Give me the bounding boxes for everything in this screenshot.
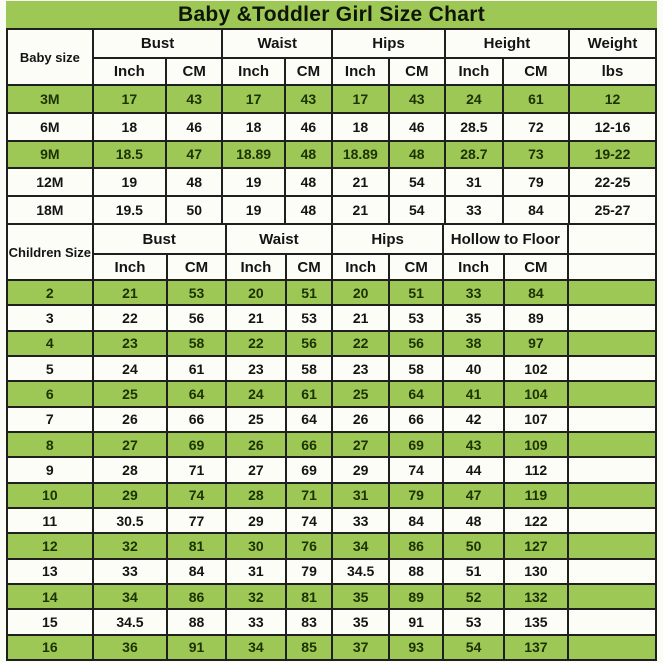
value-cell: 43 (166, 85, 222, 113)
table-row (7, 559, 656, 584)
value-cell: 107 (504, 407, 568, 432)
group-header-hips: Hips (332, 29, 445, 58)
value-cell: 58 (286, 356, 332, 381)
value-cell: 102 (504, 356, 568, 381)
value-cell: 74 (286, 508, 332, 533)
value-cell: 46 (389, 113, 445, 141)
value-cell: 31 (332, 483, 389, 508)
value-cell: 33 (226, 609, 286, 634)
size-cell: 14 (7, 584, 93, 609)
value-cell: 30 (226, 533, 286, 558)
size-cell: 7 (7, 407, 93, 432)
value-cell: 26 (93, 407, 168, 432)
value-cell: 34 (93, 584, 168, 609)
empty-cell (568, 533, 656, 558)
value-cell: 28.5 (445, 113, 503, 141)
value-cell: 112 (504, 457, 568, 482)
empty-cell (568, 432, 656, 457)
table-row (7, 381, 656, 406)
empty-cell (568, 559, 656, 584)
group-header-waist: Waist (222, 29, 332, 58)
value-cell: 53 (286, 305, 332, 330)
value-cell: 48 (285, 141, 332, 169)
size-cell: 18M (7, 196, 93, 224)
value-cell: 38 (443, 331, 504, 356)
size-cell: 12 (7, 533, 93, 558)
value-cell: 64 (389, 381, 443, 406)
value-cell: 42 (443, 407, 504, 432)
value-cell: 97 (504, 331, 568, 356)
table-row (7, 196, 656, 224)
sub-header-waist-cm: CM (286, 254, 332, 280)
value-cell: 41 (443, 381, 504, 406)
size-cell: 9 (7, 457, 93, 482)
value-cell: 77 (167, 508, 225, 533)
value-cell: 122 (504, 508, 568, 533)
corner-header-children-size: Children Size (7, 224, 93, 280)
value-cell: 51 (443, 559, 504, 584)
value-cell: 34 (226, 635, 286, 660)
empty-cell (568, 305, 656, 330)
value-cell: 91 (167, 635, 225, 660)
value-cell: 26 (332, 407, 389, 432)
value-cell: 37 (332, 635, 389, 660)
value-cell: 28 (93, 457, 168, 482)
value-cell: 83 (286, 609, 332, 634)
value-cell: 24 (445, 85, 503, 113)
value-cell: 69 (167, 432, 225, 457)
value-cell: 33 (93, 559, 168, 584)
value-cell: 18.5 (93, 141, 166, 169)
table-row (7, 331, 656, 356)
value-cell: 23 (332, 356, 389, 381)
value-cell: 137 (504, 635, 568, 660)
value-cell: 50 (166, 196, 222, 224)
baby-table-body (7, 85, 656, 224)
baby-group-header-row (7, 29, 656, 58)
value-cell: 89 (389, 584, 443, 609)
sub-header-hips-cm: CM (389, 254, 443, 280)
size-cell: 12M (7, 168, 93, 196)
group-header-waist: Waist (226, 224, 332, 254)
value-cell: 17 (332, 85, 388, 113)
value-cell: 58 (167, 331, 225, 356)
value-cell: 23 (93, 331, 168, 356)
value-cell: 54 (389, 168, 445, 196)
value-cell: 47 (443, 483, 504, 508)
empty-cell (568, 584, 656, 609)
sub-header-waist-cm: CM (285, 58, 332, 85)
size-cell: 4 (7, 331, 93, 356)
table-row (7, 609, 656, 634)
sub-header-bust-inch: Inch (93, 58, 166, 85)
value-cell: 50 (443, 533, 504, 558)
value-cell: 21 (93, 280, 168, 305)
value-cell: 44 (443, 457, 504, 482)
baby-table-header (7, 29, 656, 85)
children-table-body (7, 280, 656, 660)
value-cell: 12-16 (569, 113, 656, 141)
value-cell: 18 (93, 113, 166, 141)
value-cell: 81 (167, 533, 225, 558)
group-header-height: Height (445, 29, 569, 58)
value-cell: 18.89 (332, 141, 388, 169)
value-cell: 104 (504, 381, 568, 406)
value-cell: 19-22 (569, 141, 656, 169)
value-cell: 119 (504, 483, 568, 508)
value-cell: 69 (286, 457, 332, 482)
table-row (7, 280, 656, 305)
value-cell: 54 (443, 635, 504, 660)
sub-header-height-inch: Inch (445, 58, 503, 85)
value-cell: 21 (332, 196, 388, 224)
sub-header-waist-inch: Inch (226, 254, 286, 280)
empty-cell (568, 356, 656, 381)
value-cell: 27 (226, 457, 286, 482)
value-cell: 66 (389, 407, 443, 432)
group-header-weight: Weight (569, 29, 656, 58)
sub-header-bust-cm: CM (166, 58, 222, 85)
value-cell: 20 (332, 280, 389, 305)
empty-cell (568, 407, 656, 432)
value-cell: 56 (389, 331, 443, 356)
value-cell: 86 (167, 584, 225, 609)
children-size-table (6, 223, 657, 661)
group-header-hollow-to-floor: Hollow to Floor (443, 224, 568, 254)
value-cell: 74 (389, 457, 443, 482)
table-row (7, 533, 656, 558)
sub-header-hollow-inch: Inch (443, 254, 504, 280)
value-cell: 25 (226, 407, 286, 432)
table-row (7, 432, 656, 457)
value-cell: 29 (93, 483, 168, 508)
value-cell: 27 (332, 432, 389, 457)
value-cell: 17 (222, 85, 284, 113)
value-cell: 48 (285, 196, 332, 224)
group-header-bust: Bust (93, 224, 226, 254)
value-cell: 43 (285, 85, 332, 113)
value-cell: 56 (286, 331, 332, 356)
value-cell: 25-27 (569, 196, 656, 224)
value-cell: 74 (167, 483, 225, 508)
value-cell: 64 (286, 407, 332, 432)
value-cell: 29 (226, 508, 286, 533)
value-cell: 88 (389, 559, 443, 584)
value-cell: 84 (504, 280, 568, 305)
value-cell: 130 (504, 559, 568, 584)
table-row (7, 356, 656, 381)
value-cell: 32 (93, 533, 168, 558)
value-cell: 43 (443, 432, 504, 457)
value-cell: 26 (226, 432, 286, 457)
value-cell: 53 (389, 305, 443, 330)
value-cell: 71 (286, 483, 332, 508)
value-cell: 58 (389, 356, 443, 381)
value-cell: 22 (332, 331, 389, 356)
group-header-hips: Hips (332, 224, 443, 254)
sub-header-hips-cm: CM (389, 58, 445, 85)
value-cell: 28 (226, 483, 286, 508)
value-cell: 47 (166, 141, 222, 169)
value-cell: 71 (167, 457, 225, 482)
value-cell: 46 (166, 113, 222, 141)
empty-cell (568, 483, 656, 508)
table-row (7, 457, 656, 482)
value-cell: 127 (504, 533, 568, 558)
children-sub-header-row (7, 254, 656, 280)
size-cell: 10 (7, 483, 93, 508)
value-cell: 19 (222, 196, 284, 224)
table-row (7, 483, 656, 508)
value-cell: 54 (389, 196, 445, 224)
value-cell: 135 (504, 609, 568, 634)
value-cell: 12 (569, 85, 656, 113)
table-row (7, 407, 656, 432)
value-cell: 18.89 (222, 141, 284, 169)
value-cell: 84 (167, 559, 225, 584)
value-cell: 34.5 (93, 609, 168, 634)
sub-header-hips-inch: Inch (332, 58, 388, 85)
sub-header-bust-inch: Inch (93, 254, 168, 280)
sub-header-weight-lbs: lbs (569, 58, 656, 85)
size-cell: 6M (7, 113, 93, 141)
value-cell: 40 (443, 356, 504, 381)
value-cell: 33 (443, 280, 504, 305)
table-row (7, 508, 656, 533)
value-cell: 76 (286, 533, 332, 558)
size-cell: 5 (7, 356, 93, 381)
value-cell: 64 (167, 381, 225, 406)
value-cell: 66 (286, 432, 332, 457)
value-cell: 43 (389, 85, 445, 113)
table-row (7, 635, 656, 660)
value-cell: 91 (389, 609, 443, 634)
value-cell: 24 (226, 381, 286, 406)
value-cell: 51 (286, 280, 332, 305)
table-row (7, 113, 656, 141)
value-cell: 84 (503, 196, 569, 224)
value-cell: 73 (503, 141, 569, 169)
chart-title: Baby &Toddler Girl Size Chart (6, 1, 657, 28)
value-cell: 21 (332, 168, 388, 196)
empty-sub-header-cell (568, 254, 656, 280)
value-cell: 86 (389, 533, 443, 558)
value-cell: 85 (286, 635, 332, 660)
empty-group-header-cell (568, 224, 656, 254)
value-cell: 53 (167, 280, 225, 305)
value-cell: 20 (226, 280, 286, 305)
value-cell: 79 (503, 168, 569, 196)
value-cell: 52 (443, 584, 504, 609)
value-cell: 88 (167, 609, 225, 634)
table-row (7, 584, 656, 609)
value-cell: 35 (332, 584, 389, 609)
value-cell: 72 (503, 113, 569, 141)
value-cell: 29 (332, 457, 389, 482)
value-cell: 19 (93, 168, 166, 196)
empty-cell (568, 457, 656, 482)
value-cell: 51 (389, 280, 443, 305)
value-cell: 79 (389, 483, 443, 508)
value-cell: 93 (389, 635, 443, 660)
value-cell: 22 (226, 331, 286, 356)
size-cell: 13 (7, 559, 93, 584)
value-cell: 81 (286, 584, 332, 609)
value-cell: 31 (445, 168, 503, 196)
value-cell: 48 (389, 141, 445, 169)
value-cell: 61 (503, 85, 569, 113)
empty-cell (568, 609, 656, 634)
value-cell: 69 (389, 432, 443, 457)
value-cell: 35 (332, 609, 389, 634)
children-table-header (7, 224, 656, 280)
value-cell: 32 (226, 584, 286, 609)
value-cell: 109 (504, 432, 568, 457)
value-cell: 18 (332, 113, 388, 141)
table-row (7, 141, 656, 169)
group-header-bust: Bust (93, 29, 223, 58)
empty-cell (568, 635, 656, 660)
value-cell: 84 (389, 508, 443, 533)
size-cell: 6 (7, 381, 93, 406)
value-cell: 33 (332, 508, 389, 533)
value-cell: 36 (93, 635, 168, 660)
baby-size-table (6, 28, 657, 225)
value-cell: 24 (93, 356, 168, 381)
size-cell: 8 (7, 432, 93, 457)
value-cell: 23 (226, 356, 286, 381)
empty-cell (568, 331, 656, 356)
value-cell: 19 (222, 168, 284, 196)
value-cell: 22 (93, 305, 168, 330)
value-cell: 48 (443, 508, 504, 533)
value-cell: 35 (443, 305, 504, 330)
value-cell: 61 (167, 356, 225, 381)
sub-header-hips-inch: Inch (332, 254, 389, 280)
value-cell: 25 (332, 381, 389, 406)
value-cell: 48 (285, 168, 332, 196)
empty-cell (568, 280, 656, 305)
size-cell: 3M (7, 85, 93, 113)
value-cell: 28.7 (445, 141, 503, 169)
size-cell: 3 (7, 305, 93, 330)
baby-sub-header-row (7, 58, 656, 85)
value-cell: 21 (332, 305, 389, 330)
value-cell: 34 (332, 533, 389, 558)
table-row (7, 85, 656, 113)
children-group-header-row (7, 224, 656, 254)
size-cell: 16 (7, 635, 93, 660)
table-row (7, 168, 656, 196)
sub-header-bust-cm: CM (167, 254, 225, 280)
corner-header-baby-size: Baby size (7, 29, 93, 85)
value-cell: 17 (93, 85, 166, 113)
size-cell: 2 (7, 280, 93, 305)
value-cell: 132 (504, 584, 568, 609)
value-cell: 56 (167, 305, 225, 330)
value-cell: 30.5 (93, 508, 168, 533)
size-cell: 15 (7, 609, 93, 634)
sub-header-height-cm: CM (503, 58, 569, 85)
value-cell: 89 (504, 305, 568, 330)
value-cell: 53 (443, 609, 504, 634)
value-cell: 46 (285, 113, 332, 141)
value-cell: 18 (222, 113, 284, 141)
table-row (7, 305, 656, 330)
value-cell: 19.5 (93, 196, 166, 224)
value-cell: 79 (286, 559, 332, 584)
value-cell: 27 (93, 432, 168, 457)
value-cell: 31 (226, 559, 286, 584)
size-cell: 11 (7, 508, 93, 533)
empty-cell (568, 381, 656, 406)
empty-cell (568, 508, 656, 533)
sub-header-hollow-cm: CM (504, 254, 568, 280)
value-cell: 33 (445, 196, 503, 224)
value-cell: 21 (226, 305, 286, 330)
sub-header-waist-inch: Inch (222, 58, 284, 85)
value-cell: 61 (286, 381, 332, 406)
value-cell: 25 (93, 381, 168, 406)
size-cell: 9M (7, 141, 93, 169)
value-cell: 66 (167, 407, 225, 432)
value-cell: 34.5 (332, 559, 389, 584)
value-cell: 22-25 (569, 168, 656, 196)
value-cell: 48 (166, 168, 222, 196)
